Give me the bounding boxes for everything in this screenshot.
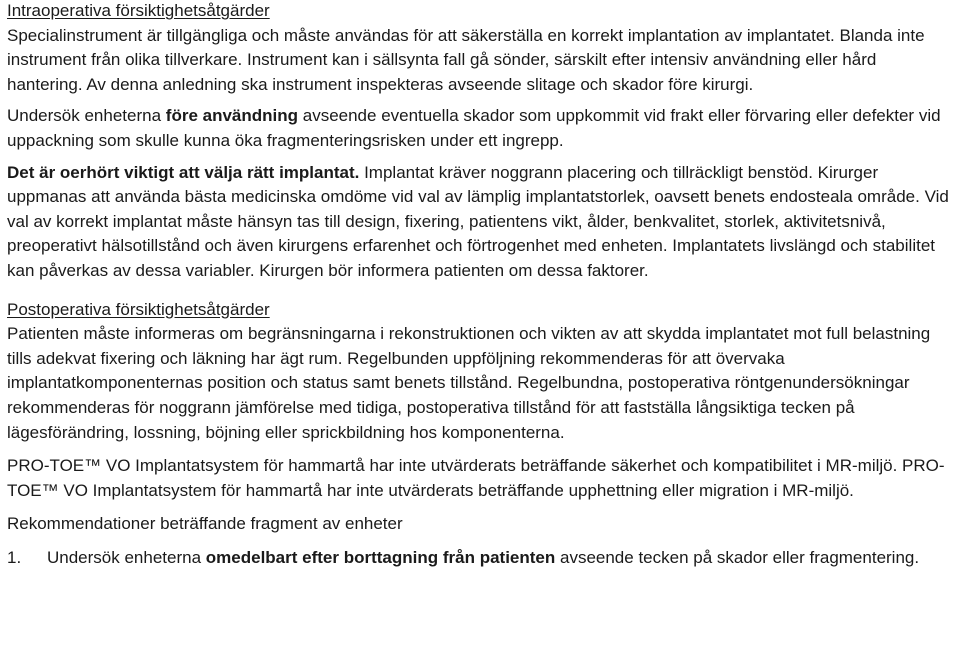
list-item: [7, 546, 955, 571]
list-number: 1.: [7, 547, 22, 567]
intraop-p3-bold: Det är oerhört viktigt att välja rätt implantat.: [7, 162, 360, 182]
list-text: [47, 546, 955, 571]
fragments-heading: Rekommendationer beträffande fragment av enheter: [7, 514, 403, 534]
postop-heading: Postoperativa försiktighetsåtgärder: [7, 299, 270, 319]
intraop-paragraph-3: [7, 161, 955, 284]
intraop-paragraph-2: [7, 104, 955, 153]
intraop-p2-bold: före användning: [165, 106, 299, 126]
list-text-post: avseende tecken på skador eller fragmentering.: [555, 547, 920, 567]
intraop-heading: Intraoperativa försiktighetsåtgärder: [7, 1, 270, 20]
intraop-p3-post: Implantat kräver noggrann placering och tillräckligt benstöd. Kirurger uppmanas att använda bästa medicinska omdöme vid val av lämplig implantatstorlek, oavsett benets endosteala område. Vid val av korrekt implantat måste hänsyn tas till design, fixering, patientens vikt, ålder, benkvalitet, storlek, aktivitetsnivå, preoperativt hälsotillstånd och även kirurgens erfarenhet och förtrogenhet med enheten. Implantatets livslängd och stabilitet kan påverkas av dessa variabler. Kirurgen bör informera patienten om dessa faktorer.: [7, 162, 949, 280]
list-text-bold: omedelbart efter borttagning från patienten: [205, 547, 556, 567]
document-page: [7, 0, 955, 570]
postop-paragraph-2: PRO-TOE™ VO Implantatsystem för hammartå har inte utvärderats beträffande säkerhet och kompatibilitet i MR-miljö. PRO-TOE™ VO Implantatsystem för hammartå har inte utvärderats beträffande upphettning eller migration i MR-miljö.: [7, 456, 945, 500]
intraop-p2-pre: Undersök enheterna: [7, 106, 166, 126]
intraop-paragraph-1: Specialinstrument är tillgängliga och måste användas för att säkerställa en korrekt implantation av implantatet. Blanda inte instrument från olika tillverkare. Instrument kan i sällsynta fall gå sönder, särskilt efter intensiv användning eller hård hantering. Av denna anledning ska instrument inspekteras avseende slitage och skador före kirurgi.: [7, 25, 925, 94]
list-text-pre: Undersök enheterna: [47, 547, 206, 567]
intraop-p2-post: avseende eventuella skador som uppkommit vid frakt eller förvaring eller defekter vid uppackning som skulle kunna öka fragmenteringsrisken under ett ingrepp.: [7, 106, 941, 150]
postop-paragraph-1: Patienten måste informeras om begränsningarna i rekonstruktionen och vikten av att skydda implantatet mot full belastning tills adekvat fixering och läkning har ägt rum. Regelbunden uppföljning rekommenderas för att övervaka implantatkomponenternas position och status samt benets tillstånd. Regelbundna, postoperativa röntgenundersökningar rekommenderas för noggrann jämförelse med tidiga, postoperativa tillstånd för att fastställa långsiktiga tecken på lägesförändring, lossning, böjning eller sprickbildning hos komponenterna.: [7, 324, 931, 442]
